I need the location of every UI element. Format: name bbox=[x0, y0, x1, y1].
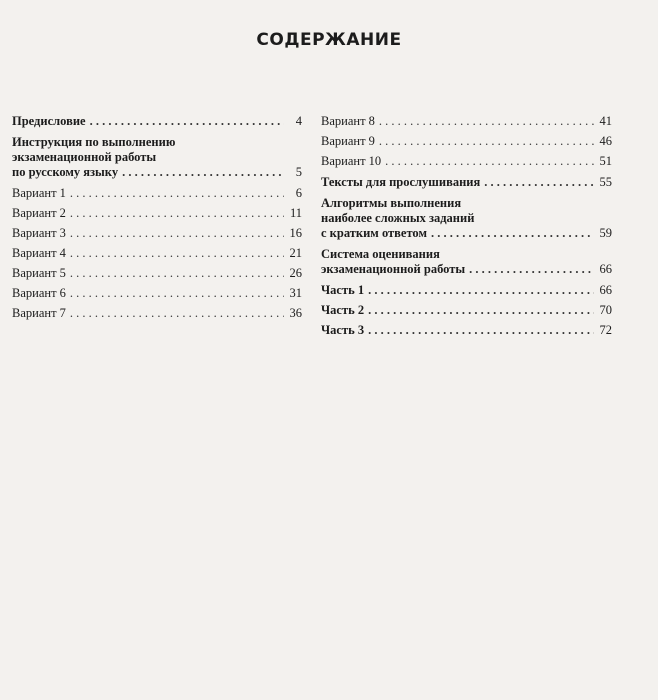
toc-page-number: 4 bbox=[295, 114, 302, 128]
toc-entry-label: Вариант 3 bbox=[12, 226, 66, 240]
toc-page-number: 59 bbox=[599, 226, 612, 240]
dot-leader bbox=[90, 114, 284, 129]
toc-page-number: 31 bbox=[289, 286, 302, 300]
dot-leader bbox=[70, 186, 284, 201]
toc-page-number: 51 bbox=[599, 154, 612, 168]
toc-page-number: 66 bbox=[599, 283, 612, 297]
toc-page-number: 6 bbox=[295, 186, 302, 200]
toc-entry bbox=[12, 266, 302, 281]
toc-entry-label: Система оценивания bbox=[321, 247, 440, 261]
toc-entry bbox=[321, 154, 612, 169]
toc-page-number: 66 bbox=[599, 262, 612, 276]
toc-entry bbox=[321, 196, 612, 241]
toc-page-number: 41 bbox=[599, 114, 612, 128]
toc-entry-label: Инструкция по выполнению bbox=[12, 135, 176, 149]
toc-entry-label: Часть 1 bbox=[321, 283, 365, 297]
dot-leader bbox=[368, 283, 594, 298]
toc-entry bbox=[321, 134, 612, 149]
dot-leader bbox=[379, 114, 594, 129]
toc-entry-label: экзаменационной работы bbox=[321, 262, 466, 276]
dot-leader bbox=[70, 286, 284, 301]
dot-leader bbox=[70, 246, 284, 261]
toc-entry-label: Вариант 6 bbox=[12, 286, 66, 300]
toc-entry bbox=[321, 323, 612, 338]
toc-entry bbox=[12, 246, 302, 261]
toc-page-number: 70 bbox=[599, 303, 612, 317]
toc-entry-label: Вариант 10 bbox=[321, 154, 382, 168]
toc-entry-label: Часть 2 bbox=[321, 303, 365, 317]
toc-page-number: 21 bbox=[289, 246, 302, 260]
dot-leader bbox=[469, 262, 594, 277]
toc-page-number: 55 bbox=[599, 175, 612, 189]
dot-leader bbox=[368, 303, 594, 318]
toc-entry-label: по русскому языку bbox=[12, 165, 119, 179]
toc-entry-label: Вариант 4 bbox=[12, 246, 66, 260]
toc-page-number: 46 bbox=[599, 134, 612, 148]
toc-entry-label: с кратким ответом bbox=[321, 226, 427, 240]
dot-leader bbox=[431, 226, 594, 241]
toc-entry-label: Часть 3 bbox=[321, 323, 365, 337]
toc-page-number: 5 bbox=[295, 165, 302, 179]
toc-entry bbox=[321, 114, 612, 129]
toc-entry bbox=[12, 206, 302, 221]
toc-entry-label: экзаменационной работы bbox=[12, 150, 157, 164]
dot-leader bbox=[70, 306, 284, 321]
toc-entry bbox=[12, 135, 302, 180]
toc-entry bbox=[321, 175, 612, 190]
toc-page-number: 26 bbox=[289, 266, 302, 280]
toc-entry bbox=[12, 186, 302, 201]
dot-leader bbox=[70, 226, 284, 241]
toc-page-number: 11 bbox=[289, 206, 302, 220]
toc-entry bbox=[321, 247, 612, 277]
dot-leader bbox=[70, 206, 284, 221]
toc-entry-label: Вариант 8 bbox=[321, 114, 375, 128]
toc-right-column bbox=[321, 114, 612, 338]
dot-leader bbox=[385, 154, 594, 169]
toc-entry bbox=[321, 283, 612, 298]
toc-entry-label: Вариант 7 bbox=[12, 306, 66, 320]
toc-page-number: 16 bbox=[289, 226, 302, 240]
toc-entry-label: Вариант 9 bbox=[321, 134, 375, 148]
page-title: СОДЕРЖАНИЕ bbox=[256, 30, 402, 50]
dot-leader bbox=[484, 175, 594, 190]
toc-entry-label: Вариант 1 bbox=[12, 186, 66, 200]
toc-page-number: 36 bbox=[289, 306, 302, 320]
toc-entry bbox=[321, 303, 612, 318]
toc-entry-label: Вариант 5 bbox=[12, 266, 66, 280]
toc-left-column bbox=[12, 114, 302, 321]
dot-leader bbox=[379, 134, 594, 149]
toc-entry bbox=[12, 286, 302, 301]
toc-entry bbox=[12, 114, 302, 129]
toc-entry-label: Тексты для прослушивания bbox=[321, 175, 481, 189]
toc-entry-label: Предисловие bbox=[12, 114, 86, 128]
toc-entry-label: Вариант 2 bbox=[12, 206, 66, 220]
dot-leader bbox=[122, 165, 284, 180]
toc-entry bbox=[12, 226, 302, 241]
toc-entry-label: наиболее сложных заданий bbox=[321, 211, 475, 225]
dot-leader bbox=[368, 323, 594, 338]
toc-page-number: 72 bbox=[599, 323, 612, 337]
dot-leader bbox=[70, 266, 284, 281]
toc-entry-label: Алгоритмы выполнения bbox=[321, 196, 462, 210]
toc-entry bbox=[12, 306, 302, 321]
